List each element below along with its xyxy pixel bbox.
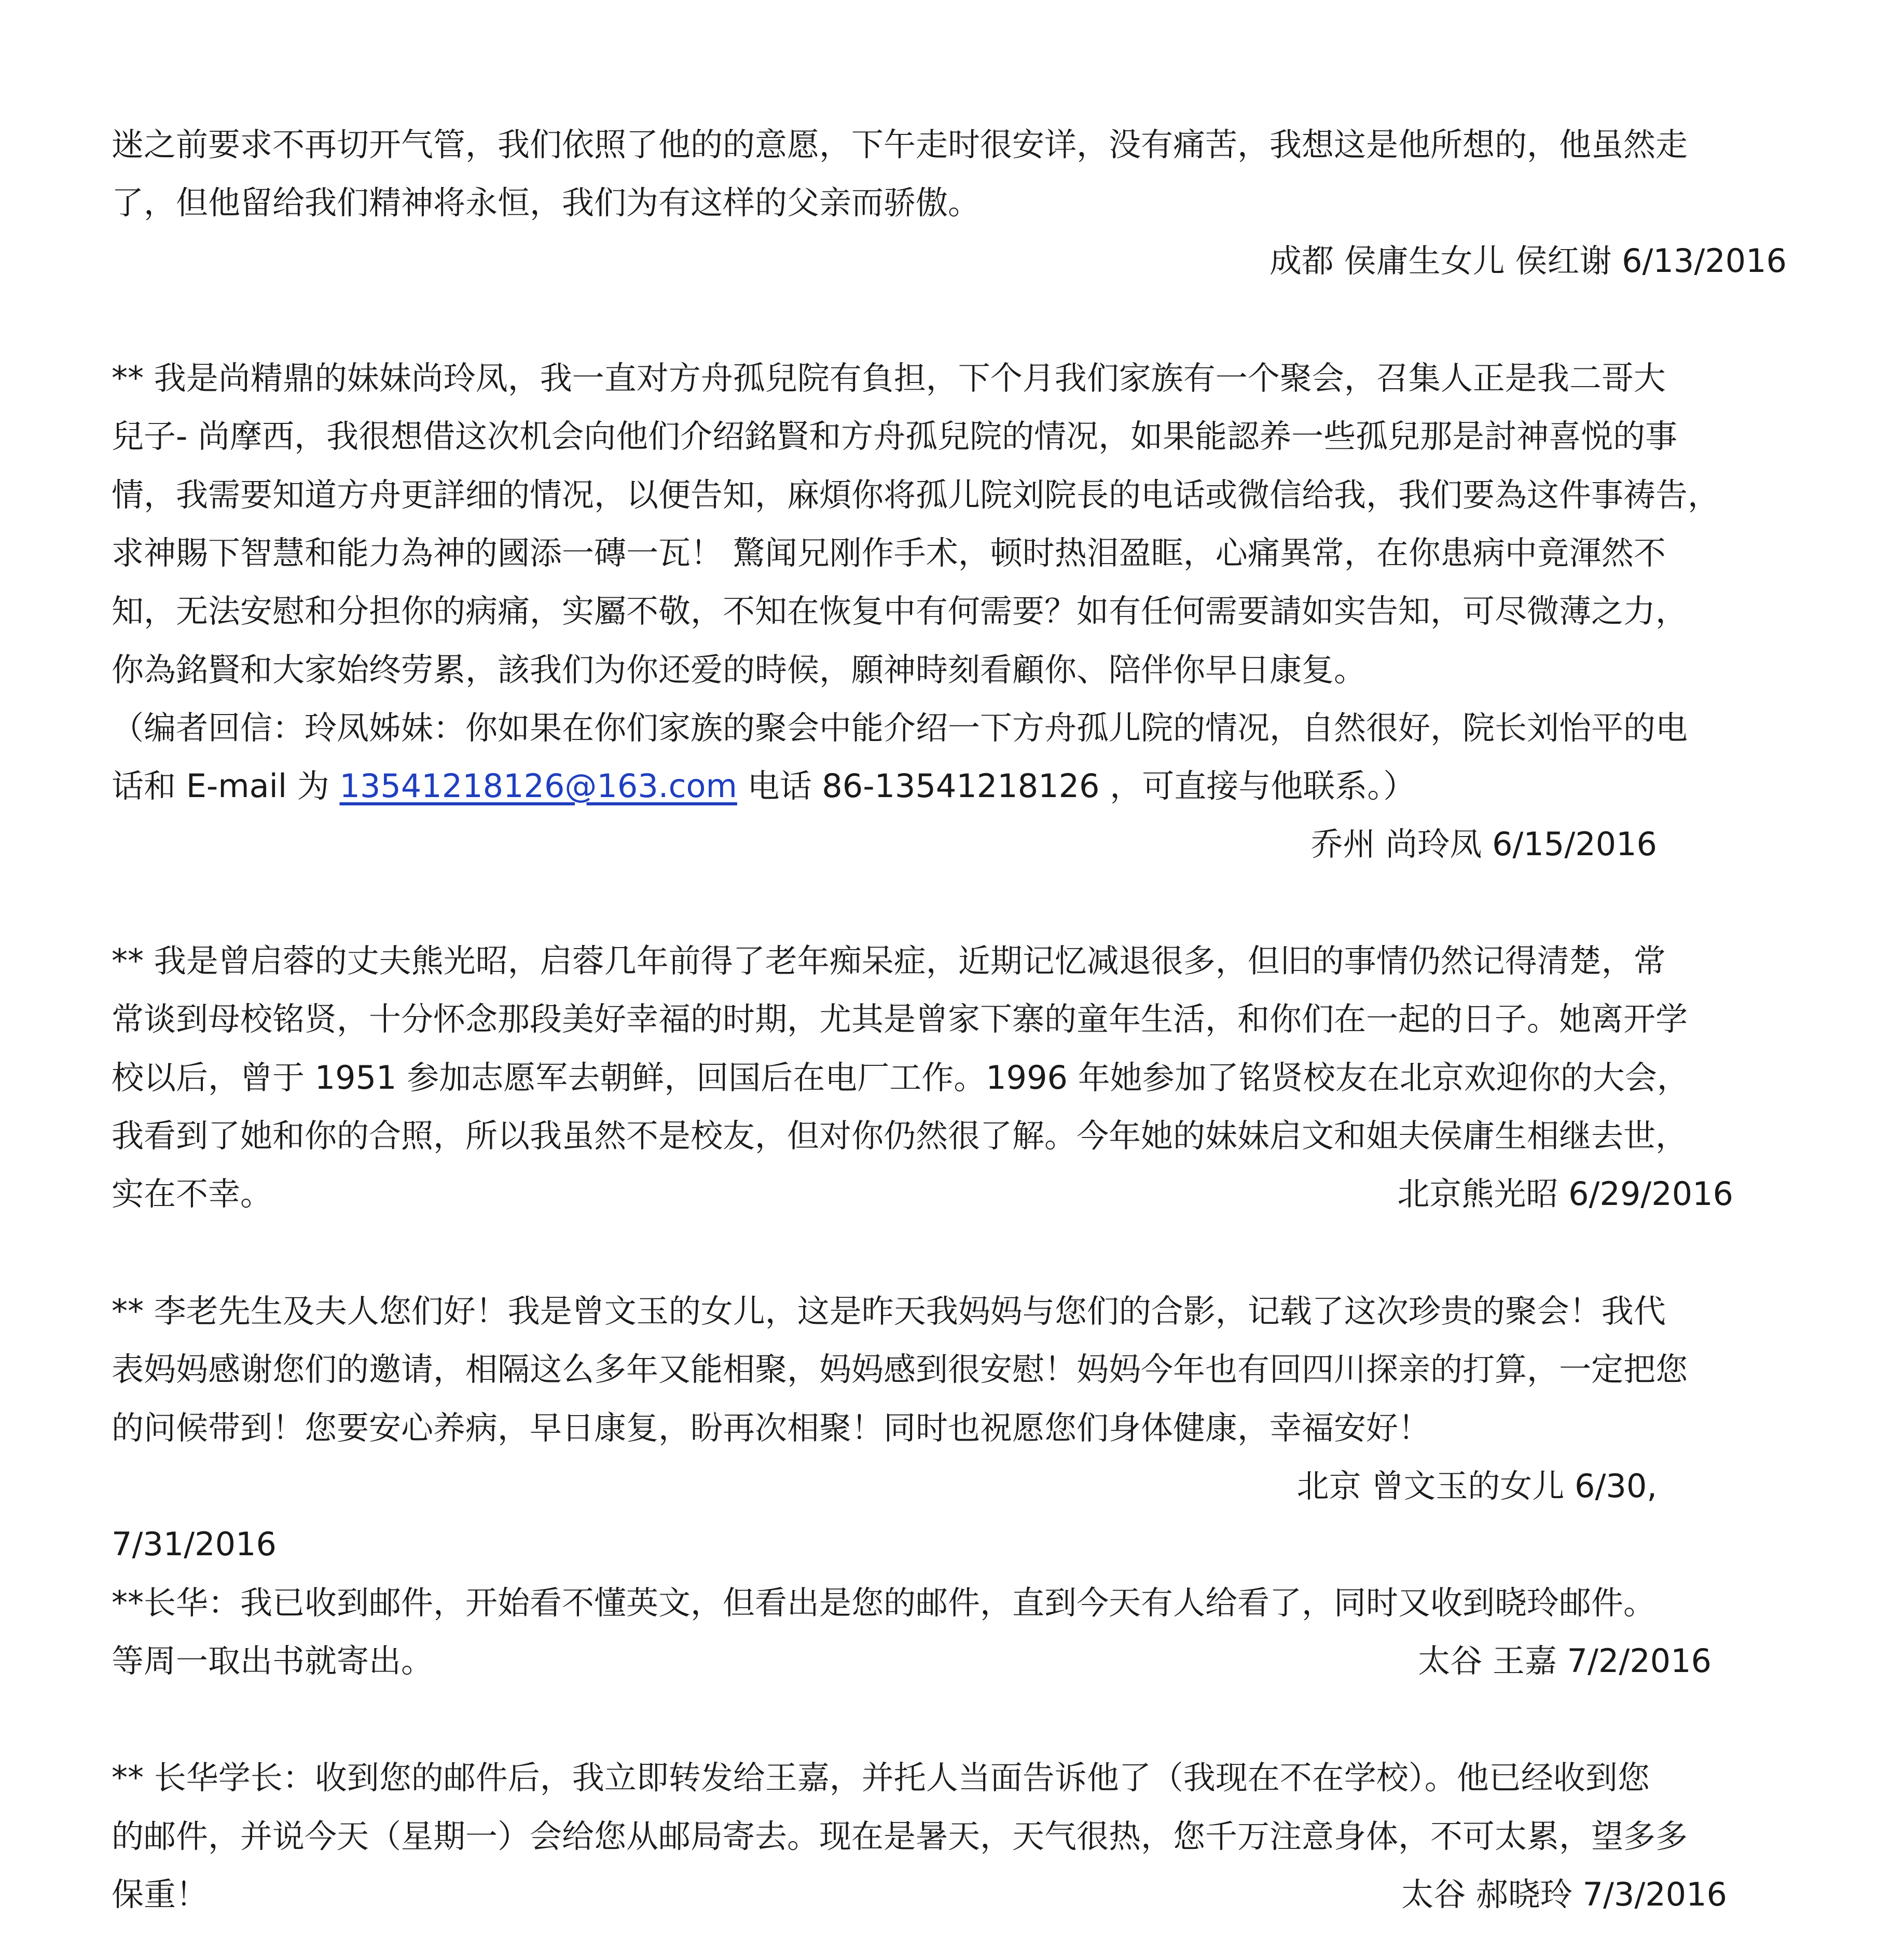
reply-suffix: 电话 86-13541218126 ，可直接与他联系。）: [737, 767, 1416, 805]
entry-4-signature-date: 7/31/2016: [112, 1525, 277, 1563]
entry-2-line-2: 兒子- 尚摩西，我很想借这次机会向他们介绍銘賢和方舟孤兒院的情况，如果能認养一些孤兒那是討神喜悦的事: [112, 417, 1678, 455]
entry-2-reply-line: [112, 767, 1416, 805]
entry-2-line-1: ** 我是尚精鼎的妹妹尚玲凤，我一直对方舟孤兒院有負担，下个月我们家族有一个聚会，召集人正是我二哥大: [112, 359, 1666, 397]
entry-2-line-5: 知，无法安慰和分担你的病痛，实屬不敬，不知在恢复中有何需要？如有任何需要請如实告知，可尽微薄之力，: [112, 592, 1688, 630]
entry-2-line-7: （编者回信：玲凤姊妹：你如果在你们家族的聚会中能介绍一下方舟孤儿院的情况，自然很好，院长刘怡平的电: [112, 709, 1688, 747]
entry-3-line-1: ** 我是曾启蓉的丈夫熊光昭，启蓉几年前得了老年痴呆症，近期记忆减退很多，但旧的事情仍然记得清楚，常: [112, 942, 1666, 980]
entry-4-signature: 北京 曾文玉的女儿 6/30,: [1296, 1467, 1657, 1505]
entry-2-line-6: 你為銘賢和大家始终劳累，該我们为你还爱的時候，願神時刻看顧你、陪伴你早日康复。: [112, 651, 1367, 689]
entry-6-line-2: 的邮件，并说今天（星期一）会给您从邮局寄去。现在是暑天，天气很热，您千万注意身体，不可太累，望多多: [112, 1817, 1688, 1855]
entry-3-line-5: 实在不幸。: [112, 1175, 273, 1213]
entry-5-signature: 太谷 王嘉 7/2/2016: [1418, 1642, 1712, 1680]
entry-4-line-3: 的问候带到！您要安心养病，早日康复，盼再次相聚！同时也祝愿您们身体健康，幸福安好！: [112, 1409, 1431, 1447]
entry-3-line-3: 校以后，曾于 1951 参加志愿军去朝鲜，回国后在电厂工作。1996 年她参加了铭贤校友在北京欢迎你的大会，: [112, 1059, 1689, 1096]
entry-2-line-4: 求神賜下智慧和能力為神的國添一磚一瓦！ 驚闻兄刚作手术，顿时热泪盈眶，心痛異常，在你患病中竟渾然不: [112, 534, 1666, 572]
entry-1-line-2: 了，但他留给我们精神将永恒，我们为有这样的父亲而骄傲。: [112, 184, 981, 222]
reply-prefix: 话和 E-mail 为: [112, 767, 340, 805]
entry-3-line-4: 我看到了她和你的合照，所以我虽然不是校友，但对你仍然很了解。今年她的妹妹启文和姐夫侯庸生相继去世，: [112, 1117, 1688, 1155]
entry-2-signature: 乔州 尚玲凤 6/15/2016: [1310, 825, 1657, 863]
entry-4-line-2: 表妈妈感谢您们的邀请，相隔这么多年又能相聚，妈妈感到很安慰！妈妈今年也有回四川探亲的打算，一定把您: [112, 1350, 1688, 1388]
entry-3-signature: 北京熊光昭 6/29/2016: [1397, 1175, 1733, 1213]
entry-1-signature: 成都 侯庸生女儿 侯红谢 6/13/2016: [1269, 242, 1787, 280]
entry-5-line-2: 等周一取出书就寄出。: [112, 1642, 434, 1680]
entry-4-line-1: ** 李老先生及夫人您们好！我是曾文玉的女儿，这是昨天我妈妈与您们的合影，记载了这次珍贵的聚会！我代: [112, 1292, 1666, 1330]
entry-5-line-1: **长华：我已收到邮件，开始看不懂英文，但看出是您的邮件，直到今天有人给看了，同时又收到晓玲邮件。: [112, 1584, 1656, 1622]
entry-6-line-3: 保重！: [112, 1875, 209, 1913]
entry-6-signature: 太谷 郝晓玲 7/3/2016: [1401, 1875, 1727, 1913]
entry-1-line-1: 迷之前要求不再切开气管，我们依照了他的的意愿，下午走时很安详，没有痛苦，我想这是他所想的，他虽然走: [112, 126, 1688, 163]
email-link[interactable]: 13541218126@163.com: [339, 767, 737, 805]
entry-3-line-2: 常谈到母校铭贤，十分怀念那段美好幸福的时期，尤其是曾家下寨的童年生活，和你们在一起的日子。她离开学: [112, 1000, 1688, 1038]
entry-6-line-1: ** 长华学长：收到您的邮件后，我立即转发给王嘉，并托人当面告诉他了（我现在不在学校）。他已经收到您: [112, 1759, 1650, 1797]
entry-2-line-3: 情，我需要知道方舟更詳细的情况，以便告知，麻煩你将孤儿院刘院長的电话或微信给我，我们要為这件事祷告，: [112, 476, 1720, 514]
